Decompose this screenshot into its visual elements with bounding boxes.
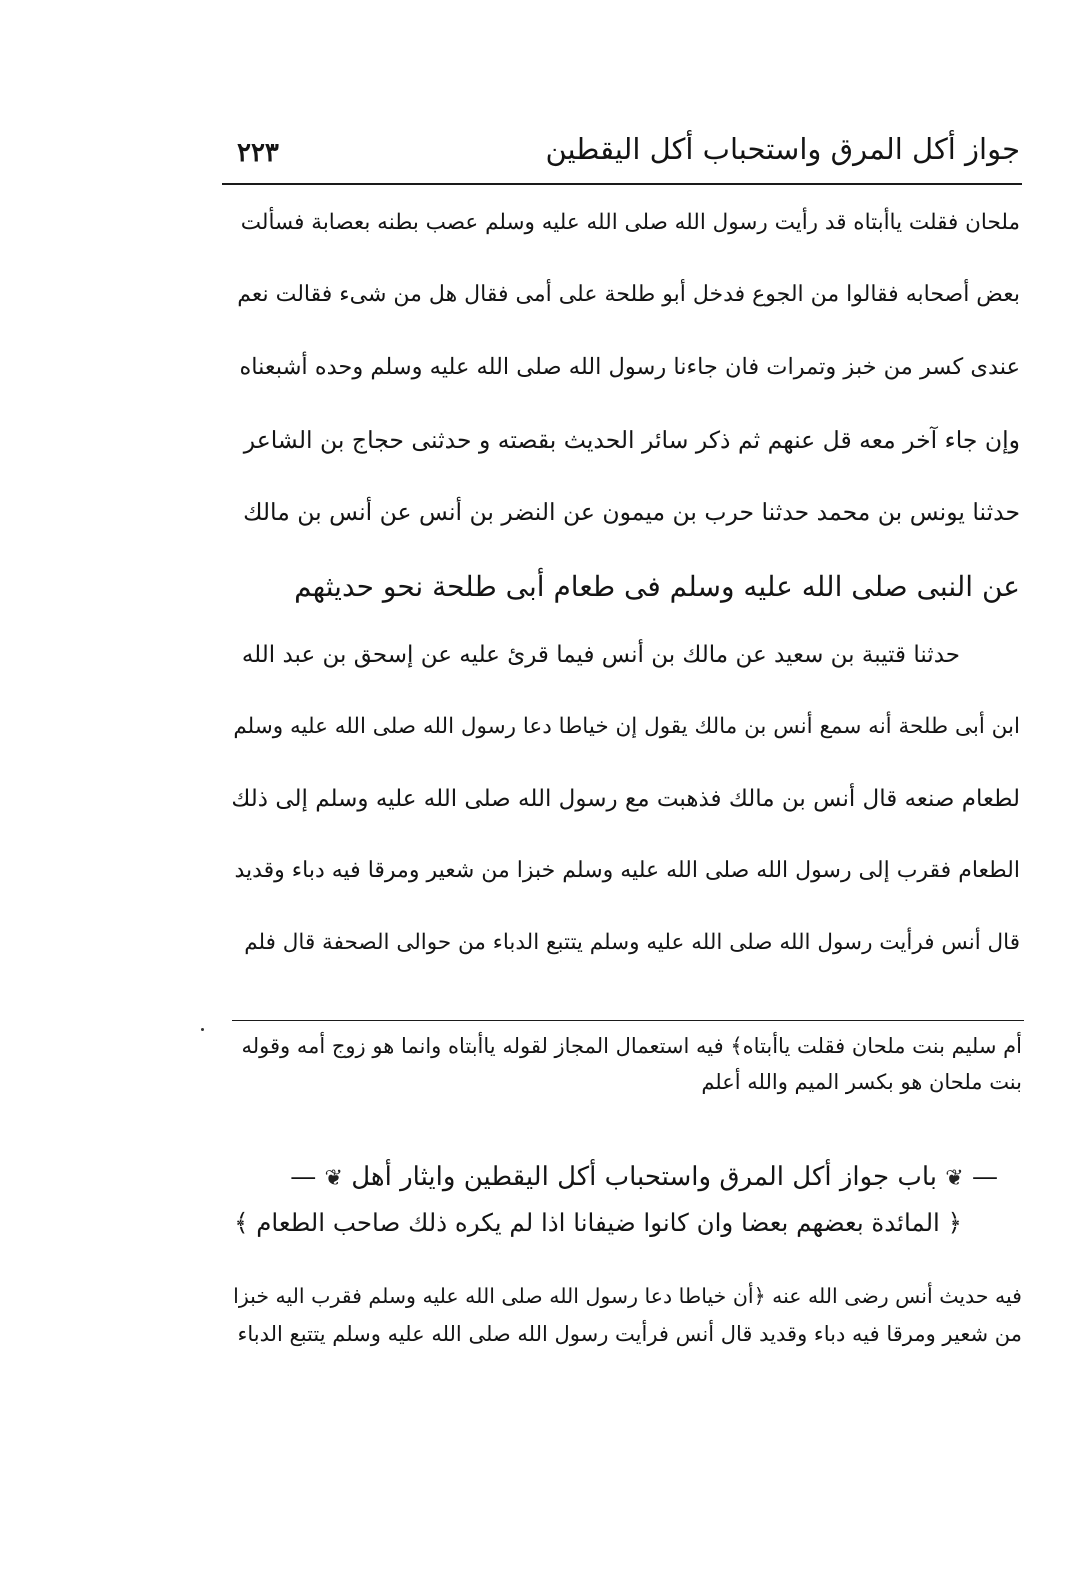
chapter-title: باب جواز أكل المرق واستحباب أكل اليقطين وايثار أهل <box>351 1162 938 1192</box>
hadith-line: حدثنا قتيبة بن سعيد عن مالك بن أنس فيما قرئ عليه عن إسحق بن عبد الله <box>241 642 960 668</box>
commentary-line: أم سليم بنت ملحان فقلت ياأبتاه﴾ فيه استعمال المجاز لقوله ياأبتاه وانما هو زوج أمه وقوله <box>241 1034 1022 1058</box>
chapter-heading <box>232 1162 1022 1262</box>
header-rule <box>222 183 1022 185</box>
page-header <box>225 130 1020 180</box>
chapter-subtitle: ﴿ المائدة بعضهم بعضا وان كانوا ضيفانا اذا لم يكره ذلك صاحب الطعام ﴾ <box>234 1208 962 1237</box>
chapter-body <box>232 1280 1022 1360</box>
running-title: جواز أكل المرق واستحباب أكل اليقطين <box>545 132 1020 166</box>
body-line: فيه حديث أنس رضى الله عنه ﴿أن خياطا دعا رسول الله صلى الله عليه وسلم فقرب اليه خبزا <box>233 1284 1022 1308</box>
page-number: ٢٢٣ <box>237 138 279 168</box>
hadith-line: وإن جاء آخر معه قل عنهم ثم ذكر سائر الحديث بقصته و حدثنى حجاج بن الشاعر <box>243 426 1020 454</box>
hadith-line: عندى كسر من خبز وتمرات فان جاءنا رسول الله صلى الله عليه وسلم وحده أشبعناه <box>239 354 1020 380</box>
hadith-line: عن النبى صلى الله عليه وسلم فى طعام أبى طلحة نحو حديثهم <box>294 570 1020 603</box>
hadith-line: حدثنا يونس بن محمد حدثنا حرب بن ميمون عن النضر بن أنس عن أنس بن مالك <box>243 498 1020 526</box>
body-line: من شعير ومرقا فيه دباء وقديد قال أنس فرأيت رسول الله صلى الله عليه وسلم يتتبع الدباء <box>237 1322 1022 1346</box>
commentary-text <box>232 1030 1022 1110</box>
hadith-line: بعض أصحابه فقالوا من الجوع فدخل أبو طلحة على أمى فقال هل من شىء فقالت نعم <box>237 282 1020 307</box>
ornament-icon: ❦ <box>945 1165 964 1191</box>
heading-dash-left: — <box>290 1162 317 1192</box>
ornament-icon: ❦ <box>324 1165 343 1191</box>
hadith-text <box>230 200 1020 1000</box>
chapter-title-line <box>290 1162 998 1192</box>
margin-mark <box>201 1028 204 1031</box>
hadith-line: لطعام صنعه قال أنس بن مالك فذهبت مع رسول الله صلى الله عليه وسلم إلى ذلك <box>231 786 1020 812</box>
commentary-line: بنت ملحان هو بكسر الميم والله أعلم <box>701 1070 1022 1094</box>
hadith-line: ملحان فقلت ياأبتاه قد رأيت رسول الله صلى الله عليه وسلم عصب بطنه بعصابة فسألت <box>240 210 1020 235</box>
commentary-rule <box>232 1020 1024 1021</box>
hadith-line: الطعام فقرب إلى رسول الله صلى الله عليه وسلم خبزا من شعير ومرقا فيه دباء وقديد <box>234 858 1020 883</box>
hadith-line: ابن أبى طلحة أنه سمع أنس بن مالك يقول إن خياطا دعا رسول الله صلى الله عليه وسلم <box>233 714 1020 739</box>
hadith-line: قال أنس فرأيت رسول الله صلى الله عليه وسلم يتتبع الدباء من حوالى الصحفة قال فلم <box>244 930 1020 955</box>
heading-dash-right: — <box>972 1162 998 1192</box>
